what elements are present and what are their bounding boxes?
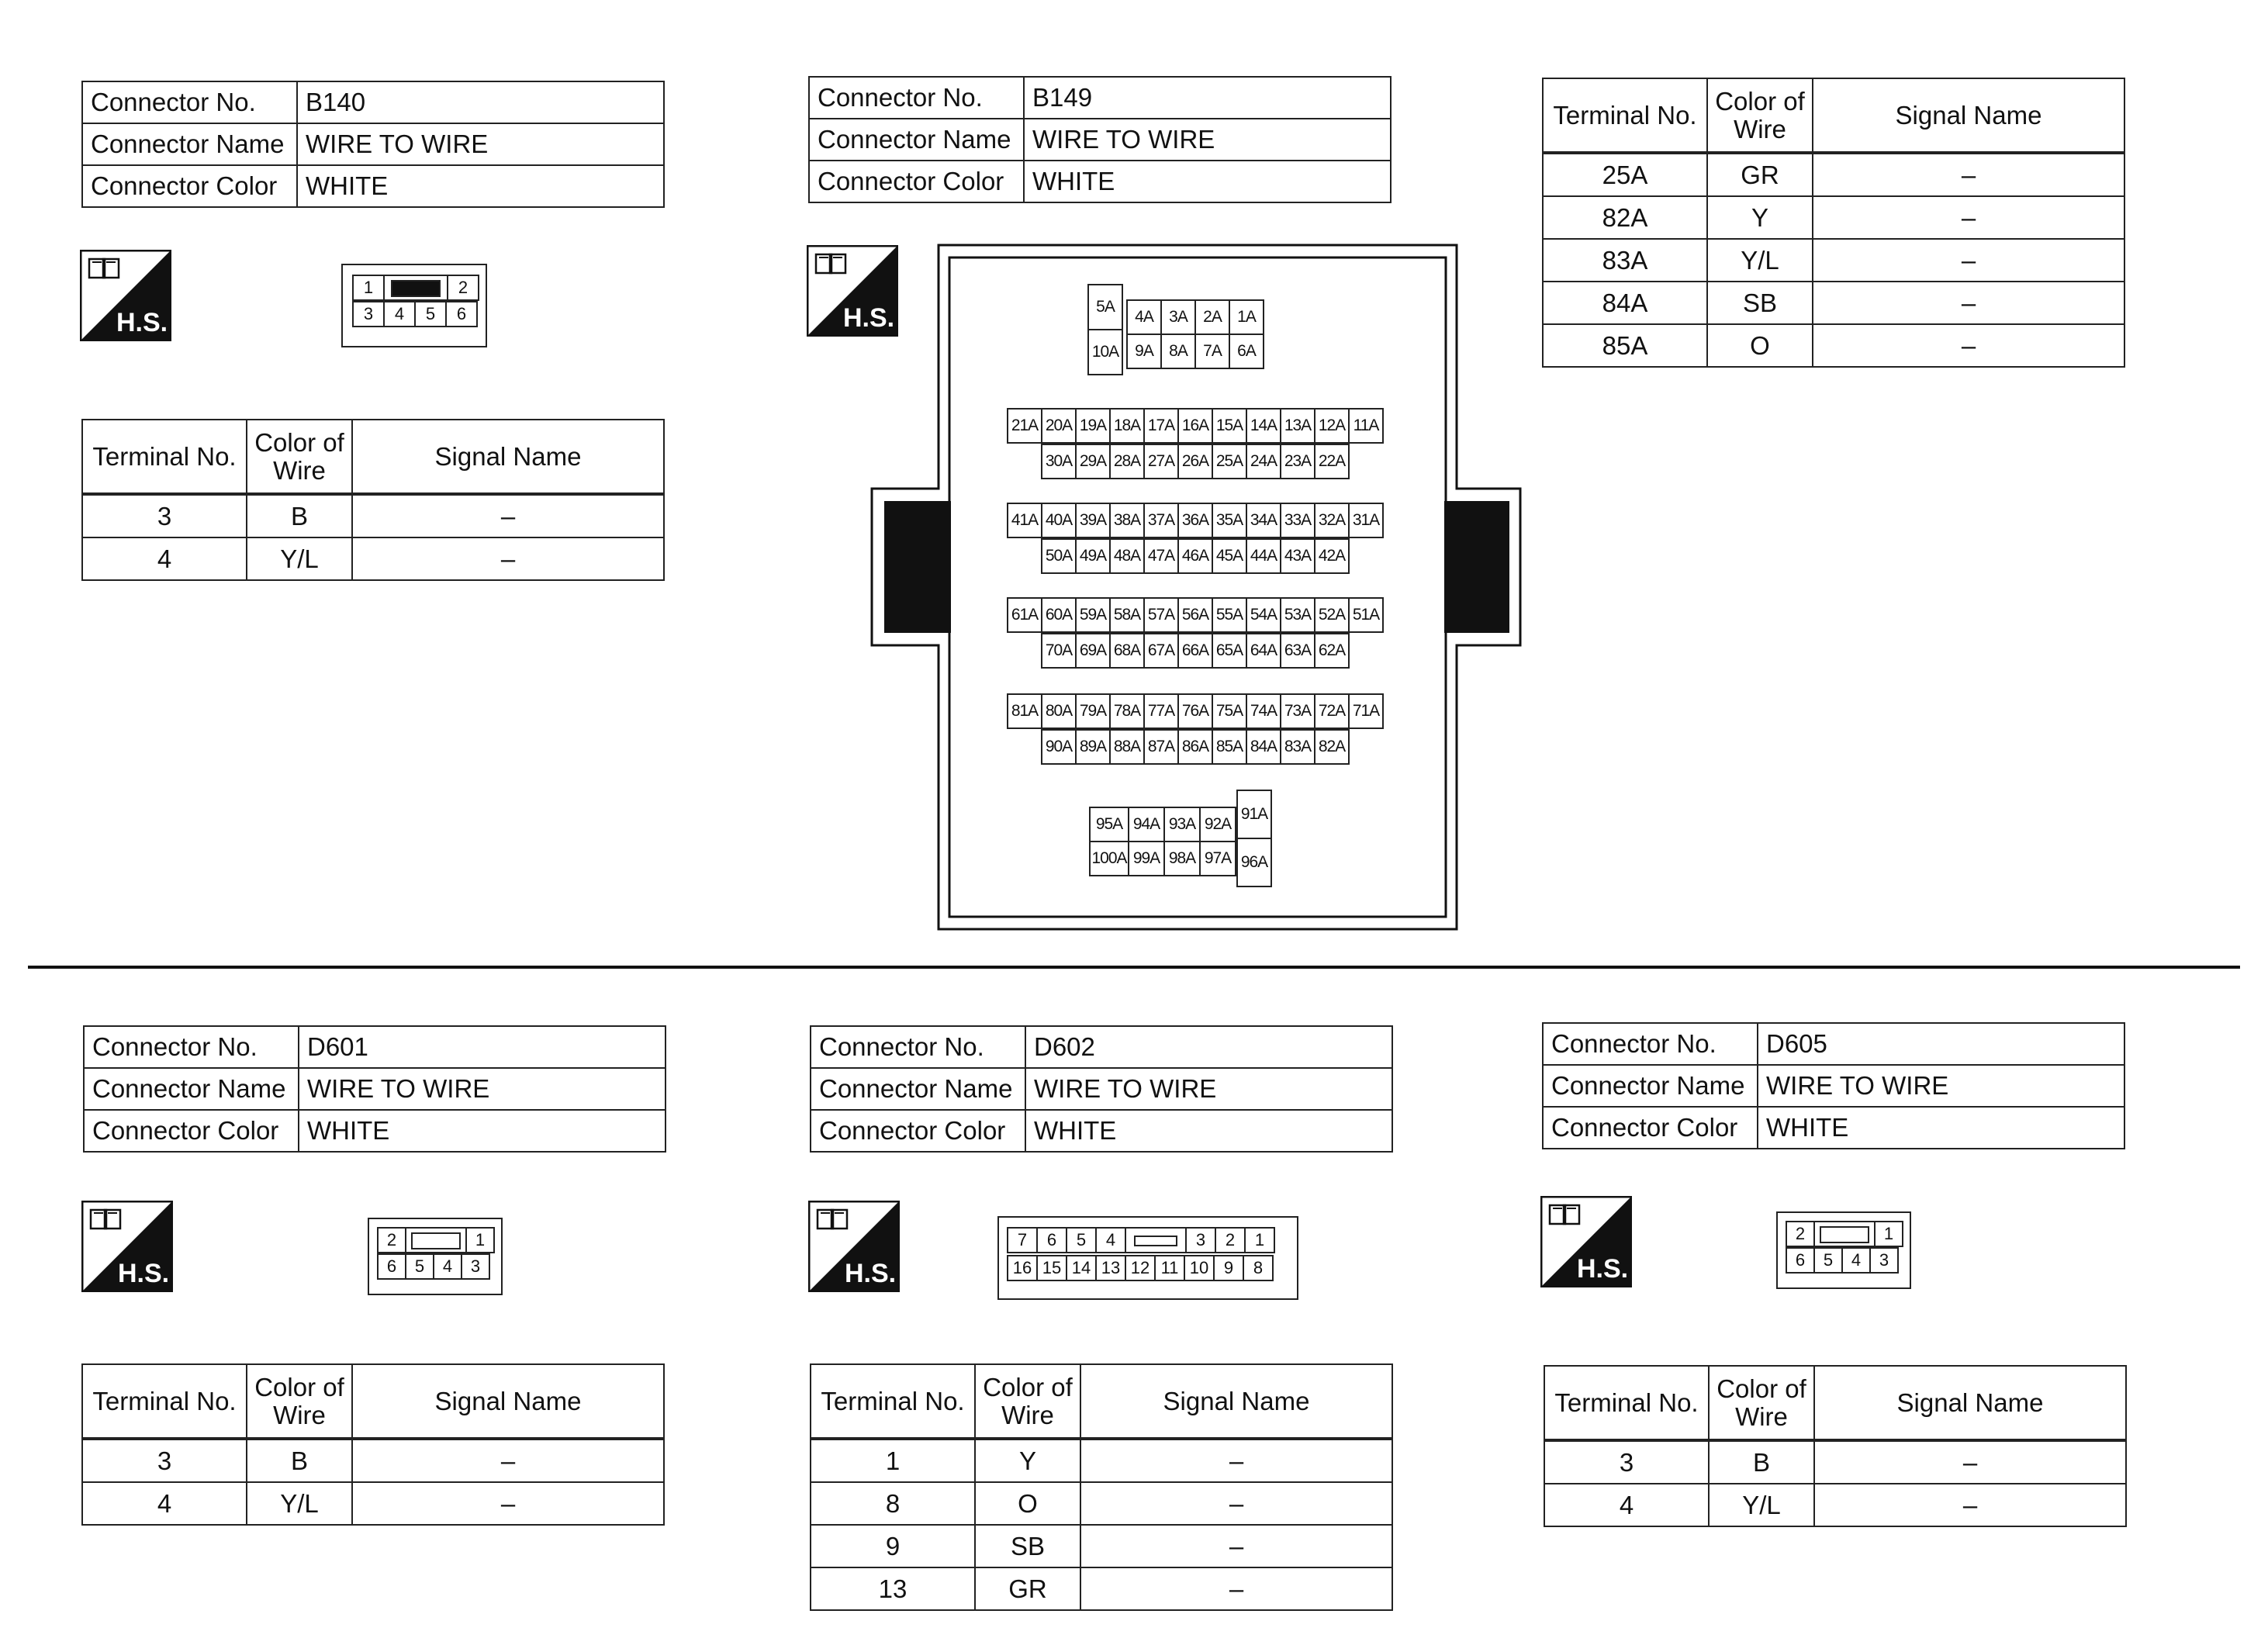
- signal-cell: –: [352, 1439, 664, 1482]
- pin: 16: [1008, 1256, 1037, 1280]
- connector-no-value: D601: [299, 1026, 666, 1068]
- latch: [1125, 1228, 1186, 1253]
- harness-side-icon: [1540, 1196, 1632, 1287]
- pin: 32A: [1315, 503, 1349, 537]
- terminal-table: [81, 1363, 665, 1526]
- header-terminal: Terminal No.: [1544, 1366, 1709, 1440]
- pin: 87A: [1144, 730, 1178, 764]
- pin: 45A: [1212, 539, 1246, 573]
- pin: 86A: [1178, 730, 1212, 764]
- connector-color-label: Connector Color: [811, 1110, 1025, 1152]
- connector-no-label: Connector No.: [1543, 1023, 1758, 1065]
- pin: 49A: [1076, 539, 1110, 573]
- pin: 79A: [1076, 694, 1110, 728]
- pin: 33A: [1281, 503, 1315, 537]
- header-wire-color: Color of Wire: [1707, 78, 1813, 153]
- pin: 35A: [1212, 503, 1246, 537]
- pin: 29A: [1076, 444, 1110, 479]
- terminal-table: [1544, 1365, 2127, 1527]
- wire-cell: SB: [975, 1525, 1080, 1567]
- pin: 71A: [1349, 694, 1383, 728]
- wire-cell: Y: [975, 1439, 1080, 1482]
- pin: 82A: [1315, 730, 1349, 764]
- pin: 3: [1186, 1228, 1215, 1253]
- connector-name-label: Connector Name: [82, 123, 297, 165]
- signal-cell: –: [352, 494, 664, 537]
- pin: 10: [1184, 1256, 1214, 1280]
- face-bottom-row: [377, 1253, 490, 1280]
- pin: 14A: [1246, 409, 1281, 443]
- pin: 51A: [1349, 598, 1383, 632]
- connector-color-value: WHITE: [1024, 161, 1391, 202]
- pin: 69A: [1076, 634, 1110, 668]
- pin: 50A: [1042, 539, 1076, 573]
- pin: 11A: [1349, 409, 1383, 443]
- pin: 100A: [1090, 842, 1129, 876]
- latch: [406, 1228, 466, 1253]
- connector-name-value: WIRE TO WIRE: [297, 123, 664, 165]
- pin: 2: [1786, 1222, 1814, 1246]
- header-signal: Signal Name: [1813, 78, 2124, 153]
- wire-cell: Y/L: [1707, 239, 1813, 282]
- connector-no-label: Connector No.: [809, 77, 1024, 119]
- connector-name-label: Connector Name: [811, 1068, 1025, 1110]
- pin: 6A: [1229, 334, 1264, 368]
- table-row: [82, 494, 664, 537]
- pin: 39A: [1076, 503, 1110, 537]
- connector-color-label: Connector Color: [82, 165, 297, 207]
- pin: 16A: [1178, 409, 1212, 443]
- pin: 41A: [1008, 503, 1042, 537]
- signal-cell: –: [1080, 1482, 1392, 1525]
- pin: 38A: [1110, 503, 1144, 537]
- pin: 31A: [1349, 503, 1383, 537]
- pin-cell-tall: [1236, 790, 1272, 887]
- terminal-cell: 3: [82, 1439, 247, 1482]
- table-row: [1543, 282, 2124, 324]
- pin: 90A: [1042, 730, 1076, 764]
- connector-color-label: Connector Color: [1543, 1107, 1758, 1149]
- pin: 89A: [1076, 730, 1110, 764]
- pin: 57A: [1144, 598, 1178, 632]
- face-bottom-row: [1786, 1247, 1899, 1274]
- face-top-row: [1786, 1221, 1903, 1247]
- connector-info-table: [810, 1025, 1393, 1153]
- pin: 3: [462, 1254, 489, 1279]
- terminal-cell: 84A: [1543, 282, 1707, 324]
- signal-cell: –: [1080, 1525, 1392, 1567]
- terminal-table: [810, 1363, 1393, 1611]
- connector-face-d602: [997, 1216, 1298, 1300]
- wire-cell: Y/L: [247, 1482, 352, 1525]
- header-terminal: Terminal No.: [1543, 78, 1707, 153]
- pin: 12A: [1315, 409, 1349, 443]
- pin: 13: [1096, 1256, 1125, 1280]
- connector-name-label: Connector Name: [1543, 1065, 1758, 1107]
- table-row: [1544, 1440, 2126, 1484]
- header-signal: Signal Name: [1080, 1364, 1392, 1439]
- pin: 80A: [1042, 694, 1076, 728]
- pin: 15: [1037, 1256, 1067, 1280]
- pin-row: [1041, 444, 1350, 479]
- pin: 48A: [1110, 539, 1144, 573]
- pin: 60A: [1042, 598, 1076, 632]
- pin: 5: [1814, 1248, 1842, 1273]
- pin: 63A: [1281, 634, 1315, 668]
- pin: 55A: [1212, 598, 1246, 632]
- table-row: [1543, 153, 2124, 196]
- wire-cell: B: [247, 494, 352, 537]
- connector-no-value: D605: [1758, 1023, 2124, 1065]
- pin: 64A: [1246, 634, 1281, 668]
- pin: 26A: [1178, 444, 1212, 479]
- connector-no-label: Connector No.: [84, 1026, 299, 1068]
- pin: 2A: [1195, 300, 1229, 334]
- pin: 2: [448, 275, 479, 300]
- pin: 3: [353, 302, 384, 327]
- pin: 56A: [1178, 598, 1212, 632]
- connector-no-value: B140: [297, 81, 664, 123]
- pin: 52A: [1315, 598, 1349, 632]
- pin: 94A: [1129, 807, 1164, 842]
- connector-color-label: Connector Color: [84, 1110, 299, 1152]
- pin-group-top: [1126, 299, 1264, 369]
- pin-row: [1007, 693, 1384, 729]
- pin-row: [1007, 597, 1384, 633]
- harness-side-icon: [808, 1201, 900, 1292]
- pin: 4A: [1127, 300, 1161, 334]
- terminal-table: [1542, 78, 2125, 368]
- harness-side-icon: [81, 1201, 173, 1292]
- signal-cell: –: [352, 537, 664, 580]
- header-terminal: Terminal No.: [82, 420, 247, 494]
- table-row: [811, 1482, 1392, 1525]
- hs-label: H.S.: [844, 1259, 897, 1288]
- wire-cell: SB: [1707, 282, 1813, 324]
- terminal-table: [81, 419, 665, 581]
- terminal-cell: 9: [811, 1525, 975, 1567]
- pin-group-bottom: [1089, 807, 1236, 876]
- wire-cell: Y/L: [247, 537, 352, 580]
- terminal-cell: 8: [811, 1482, 975, 1525]
- hs-label: H.S.: [117, 1259, 170, 1288]
- pin: 7A: [1195, 334, 1229, 368]
- terminal-cell: 83A: [1543, 239, 1707, 282]
- pin: 42A: [1315, 539, 1349, 573]
- connector-color-label: Connector Color: [809, 161, 1024, 202]
- connector-face-b140: [341, 264, 487, 347]
- pin: 59A: [1076, 598, 1110, 632]
- pin: 1: [1245, 1228, 1274, 1253]
- signal-cell: –: [1813, 196, 2124, 239]
- pin: 54A: [1246, 598, 1281, 632]
- pin: 8: [1243, 1256, 1273, 1280]
- header-wire-color: Color of Wire: [247, 420, 352, 494]
- pin: 28A: [1110, 444, 1144, 479]
- face-top-row: [377, 1227, 495, 1253]
- pin: 25A: [1212, 444, 1246, 479]
- header-signal: Signal Name: [352, 420, 664, 494]
- pin: 36A: [1178, 503, 1212, 537]
- face-top-row: [352, 275, 479, 301]
- pin: 65A: [1212, 634, 1246, 668]
- pin: 73A: [1281, 694, 1315, 728]
- connector-name-value: WIRE TO WIRE: [1758, 1065, 2124, 1107]
- pin: 17A: [1144, 409, 1178, 443]
- wire-cell: GR: [1707, 153, 1813, 196]
- pin: 53A: [1281, 598, 1315, 632]
- pin: 47A: [1144, 539, 1178, 573]
- signal-cell: –: [1814, 1484, 2126, 1526]
- pin: 14: [1067, 1256, 1096, 1280]
- pin: 95A: [1090, 807, 1129, 842]
- pin: 40A: [1042, 503, 1076, 537]
- connector-info-table: [81, 81, 665, 208]
- pin: 22A: [1315, 444, 1349, 479]
- pin: 3: [1870, 1248, 1898, 1273]
- pin: 11: [1155, 1256, 1184, 1280]
- pin: 2: [378, 1228, 406, 1253]
- table-row: [1543, 196, 2124, 239]
- pin: 10A: [1088, 330, 1122, 375]
- pin: 34A: [1246, 503, 1281, 537]
- pin: 4: [1842, 1248, 1870, 1273]
- pin: 88A: [1110, 730, 1144, 764]
- pin-row: [1007, 408, 1384, 444]
- pin: 20A: [1042, 409, 1076, 443]
- connector-color-value: WHITE: [297, 165, 664, 207]
- connector-name-value: WIRE TO WIRE: [299, 1068, 666, 1110]
- hs-label: H.S.: [842, 303, 895, 333]
- face-top-row: [1007, 1227, 1275, 1253]
- pin: 77A: [1144, 694, 1178, 728]
- wire-cell: B: [247, 1439, 352, 1482]
- pin: 27A: [1144, 444, 1178, 479]
- header-terminal: Terminal No.: [811, 1364, 975, 1439]
- pin: 1: [353, 275, 384, 300]
- pin: 19A: [1076, 409, 1110, 443]
- connector-info-table: [1542, 1022, 2125, 1149]
- signal-cell: –: [352, 1482, 664, 1525]
- terminal-cell: 3: [1544, 1440, 1709, 1484]
- pin: 5A: [1088, 285, 1122, 330]
- latch: [384, 275, 448, 300]
- pin: 85A: [1212, 730, 1246, 764]
- pin: 81A: [1008, 694, 1042, 728]
- pin: 3A: [1161, 300, 1195, 334]
- pin: 61A: [1008, 598, 1042, 632]
- pin: 46A: [1178, 539, 1212, 573]
- table-row: [1544, 1484, 2126, 1526]
- header-wire-color: Color of Wire: [1709, 1366, 1814, 1440]
- pin: 67A: [1144, 634, 1178, 668]
- pin: 70A: [1042, 634, 1076, 668]
- connector-color-value: WHITE: [299, 1110, 666, 1152]
- connector-name-value: WIRE TO WIRE: [1025, 1068, 1392, 1110]
- face-bottom-row: [1007, 1255, 1274, 1281]
- signal-cell: –: [1080, 1439, 1392, 1482]
- pin: 98A: [1164, 842, 1200, 876]
- pin: 1A: [1229, 300, 1264, 334]
- header-wire-color: Color of Wire: [247, 1364, 352, 1439]
- pin: 93A: [1164, 807, 1200, 842]
- pin: 84A: [1246, 730, 1281, 764]
- connector-no-value: B149: [1024, 77, 1391, 119]
- pin: 44A: [1246, 539, 1281, 573]
- connector-no-value: D602: [1025, 1026, 1392, 1068]
- pin: 74A: [1246, 694, 1281, 728]
- connector-name-value: WIRE TO WIRE: [1024, 119, 1391, 161]
- pin: 2: [1215, 1228, 1245, 1253]
- table-row: [82, 1482, 664, 1525]
- wire-cell: GR: [975, 1567, 1080, 1610]
- terminal-cell: 4: [1544, 1484, 1709, 1526]
- terminal-cell: 1: [811, 1439, 975, 1482]
- connector-color-value: WHITE: [1758, 1107, 2124, 1149]
- terminal-cell: 85A: [1543, 324, 1707, 367]
- connector-no-label: Connector No.: [82, 81, 297, 123]
- pin: 9A: [1127, 334, 1161, 368]
- section-divider: [28, 966, 2240, 969]
- pin: 43A: [1281, 539, 1315, 573]
- pin-row: [1041, 538, 1350, 574]
- pin: 72A: [1315, 694, 1349, 728]
- pin: 1: [466, 1228, 494, 1253]
- pin-cell-tall: [1087, 284, 1123, 375]
- pin-row: [1041, 633, 1350, 669]
- terminal-cell: 4: [82, 537, 247, 580]
- signal-cell: –: [1080, 1567, 1392, 1610]
- wire-cell: Y/L: [1709, 1484, 1814, 1526]
- signal-cell: –: [1814, 1440, 2126, 1484]
- header-terminal: Terminal No.: [82, 1364, 247, 1439]
- pin: 4: [1096, 1228, 1125, 1253]
- pin: 62A: [1315, 634, 1349, 668]
- pin: 6: [1037, 1228, 1067, 1253]
- pin: 18A: [1110, 409, 1144, 443]
- wire-cell: O: [1707, 324, 1813, 367]
- pin: 8A: [1161, 334, 1195, 368]
- pin: 13A: [1281, 409, 1315, 443]
- pin: 91A: [1237, 790, 1271, 838]
- table-row: [1543, 324, 2124, 367]
- connector-color-value: WHITE: [1025, 1110, 1392, 1152]
- wire-cell: Y: [1707, 196, 1813, 239]
- hs-label: H.S.: [1576, 1254, 1629, 1284]
- terminal-cell: 13: [811, 1567, 975, 1610]
- table-row: [811, 1525, 1392, 1567]
- pin: 68A: [1110, 634, 1144, 668]
- header-signal: Signal Name: [352, 1364, 664, 1439]
- pin: 23A: [1281, 444, 1315, 479]
- pin: 1: [1875, 1222, 1903, 1246]
- connector-info-table: [83, 1025, 666, 1153]
- pin: 24A: [1246, 444, 1281, 479]
- latch: [1814, 1222, 1875, 1246]
- table-row: [811, 1439, 1392, 1482]
- connector-name-label: Connector Name: [809, 119, 1024, 161]
- pin: 5: [406, 1254, 434, 1279]
- table-row: [82, 537, 664, 580]
- pin: 30A: [1042, 444, 1076, 479]
- pin: 9: [1214, 1256, 1243, 1280]
- harness-side-icon: [80, 250, 171, 341]
- pin: 6: [1786, 1248, 1814, 1273]
- pin: 5: [415, 302, 446, 327]
- header-wire-color: Color of Wire: [975, 1364, 1080, 1439]
- pin-row: [1041, 729, 1350, 765]
- pin: 21A: [1008, 409, 1042, 443]
- wire-cell: O: [975, 1482, 1080, 1525]
- table-row: [82, 1439, 664, 1482]
- pin: 96A: [1237, 838, 1271, 886]
- pin: 97A: [1200, 842, 1236, 876]
- face-bottom-row: [352, 301, 478, 327]
- hs-label: H.S.: [116, 308, 168, 337]
- pin: 75A: [1212, 694, 1246, 728]
- terminal-cell: 4: [82, 1482, 247, 1525]
- pin-row: [1007, 503, 1384, 538]
- pin: 78A: [1110, 694, 1144, 728]
- pin: 7: [1008, 1228, 1037, 1253]
- pin: 66A: [1178, 634, 1212, 668]
- pin: 37A: [1144, 503, 1178, 537]
- connector-no-label: Connector No.: [811, 1026, 1025, 1068]
- terminal-cell: 3: [82, 494, 247, 537]
- pin: 92A: [1200, 807, 1236, 842]
- table-row: [811, 1567, 1392, 1610]
- pin: 12: [1125, 1256, 1155, 1280]
- pin: 4: [434, 1254, 462, 1279]
- pin: 4: [384, 302, 415, 327]
- pin: 6: [446, 302, 477, 327]
- terminal-cell: 82A: [1543, 196, 1707, 239]
- connector-info-table: [808, 76, 1392, 203]
- pin: 58A: [1110, 598, 1144, 632]
- pin: 6: [378, 1254, 406, 1279]
- table-row: [1543, 239, 2124, 282]
- connector-name-label: Connector Name: [84, 1068, 299, 1110]
- pin: 99A: [1129, 842, 1164, 876]
- wire-cell: B: [1709, 1440, 1814, 1484]
- signal-cell: –: [1813, 239, 2124, 282]
- pin: 5: [1067, 1228, 1096, 1253]
- pin: 15A: [1212, 409, 1246, 443]
- pin: 83A: [1281, 730, 1315, 764]
- signal-cell: –: [1813, 282, 2124, 324]
- terminal-cell: 25A: [1543, 153, 1707, 196]
- connector-face-d601: [368, 1218, 503, 1295]
- signal-cell: –: [1813, 324, 2124, 367]
- pin: 76A: [1178, 694, 1212, 728]
- signal-cell: –: [1813, 153, 2124, 196]
- connector-face-d605: [1776, 1211, 1911, 1289]
- header-signal: Signal Name: [1814, 1366, 2126, 1440]
